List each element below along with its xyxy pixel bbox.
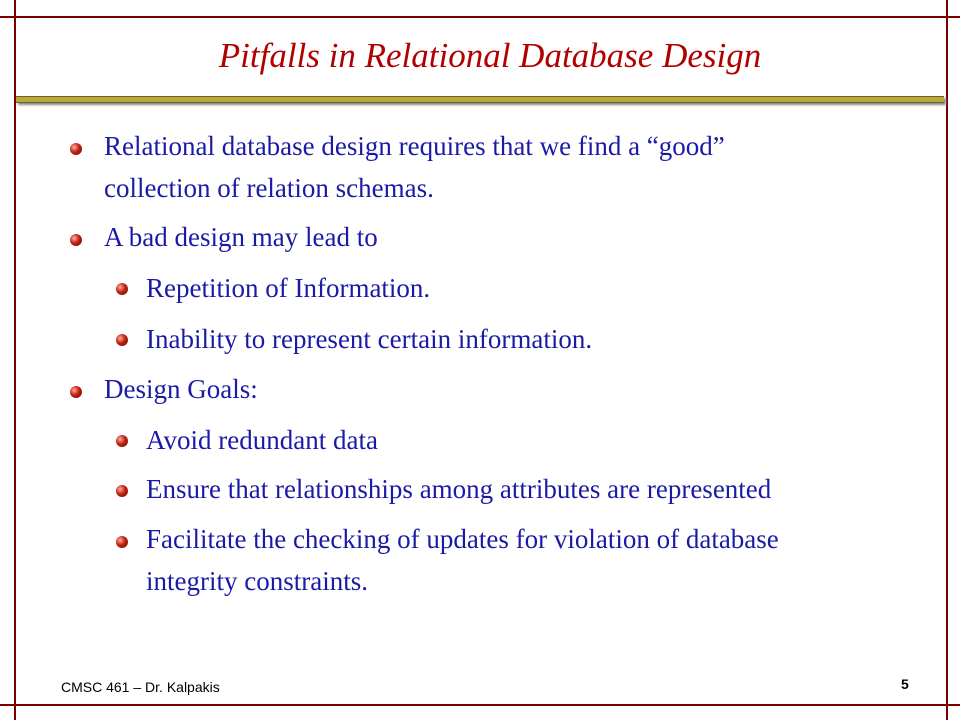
sub-bullet-3: Avoid redundant data bbox=[146, 425, 378, 455]
bullet-1-line-2: collection of relation schemas. bbox=[104, 173, 434, 203]
sub-bullet-icon bbox=[116, 485, 128, 497]
title-rule bbox=[16, 96, 944, 103]
footer-course: CMSC 461 – Dr. Kalpakis bbox=[61, 679, 220, 695]
bullet-2: A bad design may lead to bbox=[104, 222, 378, 252]
sub-bullet-icon bbox=[116, 283, 128, 295]
bullet-icon bbox=[70, 234, 82, 246]
sub-bullet-4: Ensure that relationships among attributes are represented bbox=[146, 474, 772, 504]
bullet-3: Design Goals: bbox=[104, 374, 258, 404]
bullet-icon bbox=[70, 143, 82, 155]
sub-bullet-1: Repetition of Information. bbox=[146, 273, 431, 303]
bullet-1-line-1: Relational database design requires that we find a “good” bbox=[104, 131, 725, 161]
left-frame-line bbox=[14, 0, 16, 720]
sub-bullet-icon bbox=[116, 536, 128, 548]
right-frame-line bbox=[946, 0, 948, 720]
page-number: 5 bbox=[901, 676, 909, 692]
sub-bullet-icon bbox=[116, 435, 128, 447]
sub-bullet-icon bbox=[116, 334, 128, 346]
slide-title: Pitfalls in Relational Database Design bbox=[218, 36, 762, 75]
sub-bullet-2: Inability to represent certain information. bbox=[146, 324, 593, 354]
bottom-frame-line bbox=[0, 704, 960, 706]
sub-bullet-5-line-1: Facilitate the checking of updates for violation of database bbox=[146, 524, 779, 554]
top-frame-line bbox=[0, 16, 960, 18]
bullet-icon bbox=[70, 386, 82, 398]
sub-bullet-5-line-2: integrity constraints. bbox=[146, 566, 368, 596]
